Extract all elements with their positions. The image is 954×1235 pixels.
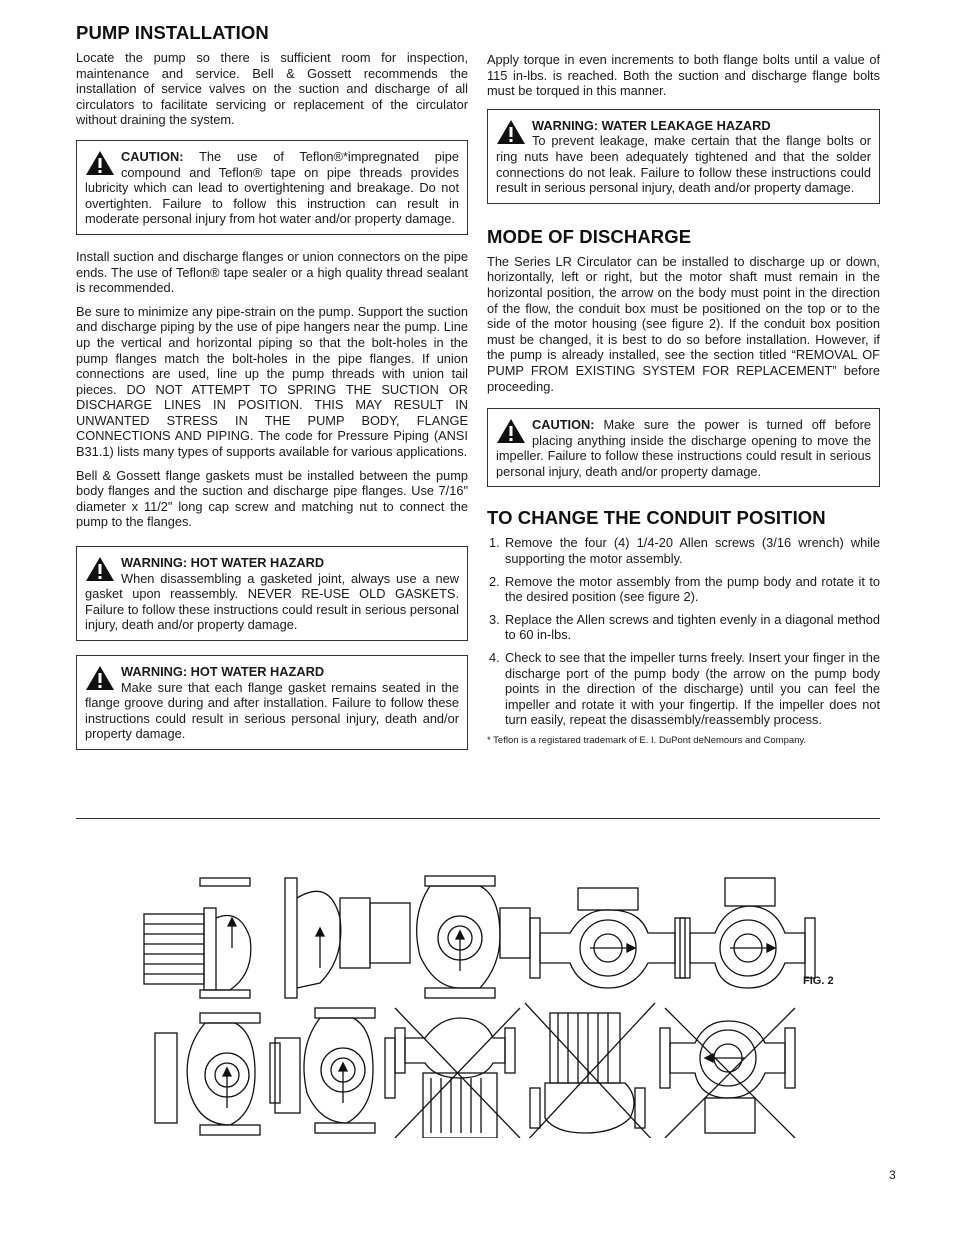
change-conduit-heading: TO CHANGE THE CONDUIT POSITION (487, 507, 826, 529)
list-item (487, 650, 880, 728)
mode-of-discharge-heading: MODE OF DISCHARGE (487, 225, 692, 247)
paragraph: Be sure to minimize any pipe-strain on the pump. Support the suction and discharge piping by the use of pipe hangers near the pump. Line up the vertical and horizontal piping so that the bolt-holes in the pump flanges match the bolt-holes in the pipe flanges. If union connections are used, line up the pump threads with union tail pieces. DO NOT ATTEMPT TO SPRING THE SUCTION OR DISCHARGE LINES IN POSITION. THIS MAY RESULT IN UNWANTED STRESS IN THE PUMP BODY, FLANGE CONNECTIONS AND PIPING. The code for Pressure Piping (ANSI B31.1) lists many types of supports available for various applications. (76, 303, 468, 460)
section-divider (76, 818, 880, 819)
warning-triangle-icon (85, 665, 115, 691)
footnote: * Teflon is a registared trademark of E. I. DuPont deNemours and Company. (487, 735, 807, 746)
pump-drawing (285, 878, 410, 998)
warning-triangle-icon (496, 418, 526, 444)
pump-drawing (155, 1013, 280, 1135)
step-number: 4. (489, 650, 500, 666)
caution-box (76, 140, 468, 235)
paragraph: Locate the pump so there is sufficient room for inspection, maintenance and service. Bell & Gossett recommends the installation of service valves on the suction and discharge of all circulators to facilitate servicing or replacement of the circulator without draining the system. (76, 50, 468, 128)
pump-drawing (530, 888, 685, 988)
list-item (487, 535, 880, 566)
caution-text: Make sure the power is turned off before placing anything inside the discharge opening to move the impeller. Failure to follow these instructions could result in serious personal injury, death and/or property damage. (496, 417, 871, 479)
step-text: Replace the Allen screws and tighten evenly in a diagonal method to 60 in-lbs. (505, 611, 880, 643)
warning-title: WARNING: HOT WATER HAZARD (121, 664, 325, 679)
step-number: 3. (489, 611, 500, 627)
paragraph: Install suction and discharge flanges or union connectors on the pipe ends. The use of Teflon® tape sealer or a high quality thread sealant is recommended. (76, 248, 468, 296)
step-text: Remove the four (4) 1/4-20 Allen screws (3/16 wrench) while supporting the motor assembly. (505, 535, 880, 567)
right-column (487, 52, 880, 746)
warning-text: When disassembling a gasketed joint, always use a new gasket upon reassembly. NEVER RE-USE OLD GASKETS. Failure to follow these instructions could result in serious personal injury, death and/or property damage. (85, 570, 459, 633)
warning-title: WARNING: WATER LEAKAGE HAZARD (532, 117, 771, 133)
warning-box (487, 109, 880, 204)
warning-text: To prevent leakage, make certain that the flange bolts or ring nuts have been adequately tightened and that the solder connections do not leak. Failure to follow these instructions could result in serious personal injury, death and/or property damage. (496, 133, 871, 196)
pump-drawing (144, 878, 251, 998)
paragraph: The Series LR Circulator can be installed to discharge up or down, horizontally, left or right, but the motor shaft must remain in the horizontal position, the arrow on the body must point in the direction of the flow, the conduit box must be positioned on the top or to the side of the motor housing (see figure 2). If the conduit box position must be changed, it is best to do so before installation. However, if the pump is already installed, see the section titled “REMOVAL OF PUMP FROM EXISTING SYSTEM FOR REPLACEMENT” before proceeding. (487, 253, 880, 394)
step-text: Remove the motor assembly from the pump body and rotate it to the desired position (see figure 2). (505, 573, 880, 605)
pump-drawing (660, 1008, 795, 1138)
list-item (487, 574, 880, 605)
paragraph: Apply torque in even increments to both flange bolts until a value of 115 in-lbs. is reached. Both the suction and discharge flange bolts must be torqued in this manner. (487, 52, 880, 99)
pump-drawing (680, 878, 815, 988)
step-text: Check to see that the impeller turns freely. Insert your finger in the discharge port of the pump body (the arrow on the pump body points in the direction of the discharge) until you can feel the impeller and rotate it with your fingertip. If the impeller does not turn easily, repeat the disassembly/reassembly process. (505, 650, 880, 728)
caution-text: The use of Teflon®*impregnated pipe compound and Teflon® tape on pipe threads provides lubricity which can lead to overtightening and breakage. Do not overtighten. Failure to follow this instruction can result in moderate personal injury from hot water and/or property damage. (85, 148, 459, 227)
warning-text: Make sure that each flange gasket remains seated in the flange groove during and after installation. Failure to follow these instructions could result in serious personal injury, death and/or property damage. (85, 679, 459, 742)
caution-label: CAUTION: (532, 417, 595, 433)
steps-list (487, 535, 880, 728)
caution-label: CAUTION: (121, 148, 184, 164)
pump-orientation-figure (140, 868, 820, 1138)
paragraph: Bell & Gossett flange gaskets must be installed between the pump body flanges and the suction and discharge pipe flanges. Use 7/16" diameter x 11/2" long cap screw and matching nut to connect the pump to the flanges. (76, 467, 468, 530)
warning-triangle-icon (85, 150, 115, 176)
page-number: 3 (889, 1168, 896, 1182)
warning-box (76, 546, 468, 641)
warning-title: WARNING: HOT WATER HAZARD (121, 555, 325, 571)
step-number: 2. (489, 573, 500, 589)
list-item (487, 612, 880, 643)
caution-box (487, 408, 880, 487)
warning-triangle-icon (85, 556, 115, 582)
pump-installation-heading: PUMP INSTALLATION (76, 22, 269, 43)
left-column (76, 22, 468, 764)
step-number: 1. (489, 535, 500, 551)
pump-drawing (275, 1008, 395, 1133)
pump-drawing (417, 876, 530, 998)
pump-drawing (525, 1003, 655, 1138)
figure-label: FIG. 2 (803, 975, 834, 987)
pump-drawing (395, 1008, 520, 1138)
warning-box (76, 655, 468, 750)
warning-triangle-icon (496, 119, 526, 145)
